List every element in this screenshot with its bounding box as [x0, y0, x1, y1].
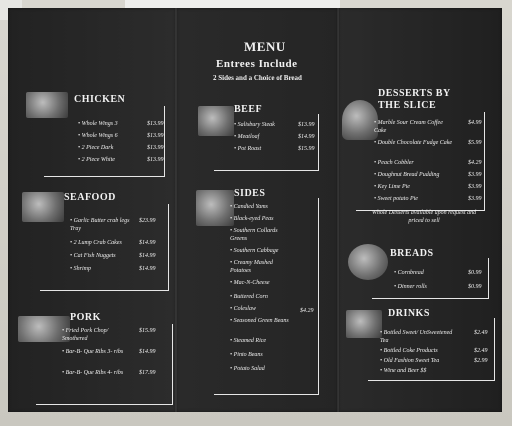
menu-item: • Bottled Coke Products [380, 348, 438, 356]
menu-item: • Cornbread [394, 270, 424, 278]
menu-item: • Southern Collards Greens [230, 228, 292, 243]
menu-item: • Dinner rolls [394, 284, 427, 292]
menu-item: • Whole Wings 3 [78, 121, 118, 129]
menu-item: • Whole Wings 6 [78, 133, 118, 141]
menu-price: $2.49 [474, 348, 488, 354]
menu-item: • Peach Cobbler [374, 160, 414, 168]
menu-item: • 2 Piece White [78, 157, 115, 165]
menu-item: • Shrimp [70, 266, 91, 274]
menu-item: • Bottled Sweet/ UnSweetened Tea [380, 330, 456, 345]
menu-price: $3.99 [468, 172, 482, 178]
menu-item: • Meatloaf [234, 134, 259, 142]
menu-item: • Bar-B- Que Ribs 3- ribs [62, 349, 130, 357]
menu-item: • Sweet potato Pie [374, 196, 418, 204]
menu-item: • Creamy Mashed Potatoes [230, 260, 292, 275]
menu-price: $2.99 [474, 358, 488, 364]
menu-price: $13.99 [298, 122, 315, 128]
menu-item: • Old Fashion Sweet Tea [380, 358, 439, 366]
chicken-frame [44, 106, 165, 177]
menu-item: • Bar-B- Que Ribs 4- ribs [62, 370, 130, 378]
menu-item: • Candied Yams [230, 204, 268, 212]
pork-title: PORK [70, 312, 101, 323]
menu-price: $14.99 [139, 240, 156, 246]
menu-title: MENU [244, 39, 286, 54]
desserts-note: Whole Desserts available upon request and priced to sell [371, 210, 477, 224]
menu-item: • Pot Roast [234, 146, 261, 154]
menu-price: $13.99 [147, 133, 164, 139]
menu-item: • Southern Cabbage [230, 248, 278, 256]
menu-price: $15.99 [298, 146, 315, 152]
menu-item: • Key Lime Pie [374, 184, 410, 192]
seafood-title: SEAFOOD [64, 192, 116, 203]
sides-price: $4.29 [300, 308, 314, 314]
menu-price: $5.99 [468, 140, 482, 146]
fold-line [337, 8, 339, 412]
menu-item: • Seasoned Green Beans [230, 318, 292, 326]
menu-price: $0.99 [468, 270, 482, 276]
menu-item: • Buttered Corn [230, 294, 268, 302]
menu-item: • Fried Pork Chop/ Smothered [62, 328, 130, 343]
menu-subtitle: Entrees Include [216, 58, 298, 70]
menu-price: $14.99 [139, 266, 156, 272]
menu-item: • Mac-N-Cheese [230, 280, 270, 288]
menu-price: $23.99 [139, 218, 156, 224]
fold-line [175, 8, 177, 412]
beef-title: BEEF [234, 104, 263, 115]
desserts-title: DESSERTS BY [378, 88, 451, 99]
menu-item: • Cat Fish Nuggets [70, 253, 116, 261]
menu-item: • Salisbury Steak [234, 122, 275, 130]
menu-price: $2.49 [474, 330, 488, 336]
menu-price: $4.29 [468, 160, 482, 166]
menu-price: $14.99 [139, 253, 156, 259]
menu-item: • Double Chocolate Fudge Cake [374, 140, 454, 148]
menu-brochure [8, 8, 502, 412]
menu-price: $17.99 [139, 370, 156, 376]
menu-item: • 2 Piece Dark [78, 145, 113, 153]
drinks-title: DRINKS [388, 308, 430, 319]
menu-price: $13.99 [147, 121, 164, 127]
menu-item: • Marble Sour Cream Coffee Cake [374, 120, 444, 135]
menu-item: • Pinto Beans [230, 352, 263, 360]
menu-price: $3.99 [468, 196, 482, 202]
menu-item: • Potato Salad [230, 366, 265, 374]
menu-item: • Garlic Butter crab legs Tray [70, 218, 138, 233]
menu-price: $13.99 [147, 145, 164, 151]
menu-item: • Black-eyed Peas [230, 216, 273, 224]
menu-item: • Coleslaw [230, 306, 256, 314]
menu-item: • Wine and Beer $$ [380, 368, 426, 376]
menu-price: $14.99 [139, 349, 156, 355]
sides-title: SIDES [234, 188, 266, 199]
breads-frame [372, 258, 489, 299]
menu-price: $3.99 [468, 184, 482, 190]
menu-price: $0.99 [468, 284, 482, 290]
menu-price: $4.99 [468, 120, 482, 126]
menu-subtitle-note: 2 Sides and a Choice of Bread [213, 74, 302, 82]
menu-price: $13.99 [147, 157, 164, 163]
menu-price: $14.99 [298, 134, 315, 140]
chicken-title: CHICKEN [74, 94, 126, 105]
desserts-title-line2: THE SLICE [378, 100, 437, 111]
breads-title: BREADS [390, 248, 434, 259]
menu-item: • Steamed Rice [230, 338, 266, 346]
menu-item: • 2 Lump Crab Cakes [70, 240, 122, 248]
menu-price: $15.99 [139, 328, 156, 334]
menu-item: • Doughnut Bread Pudding [374, 172, 439, 180]
